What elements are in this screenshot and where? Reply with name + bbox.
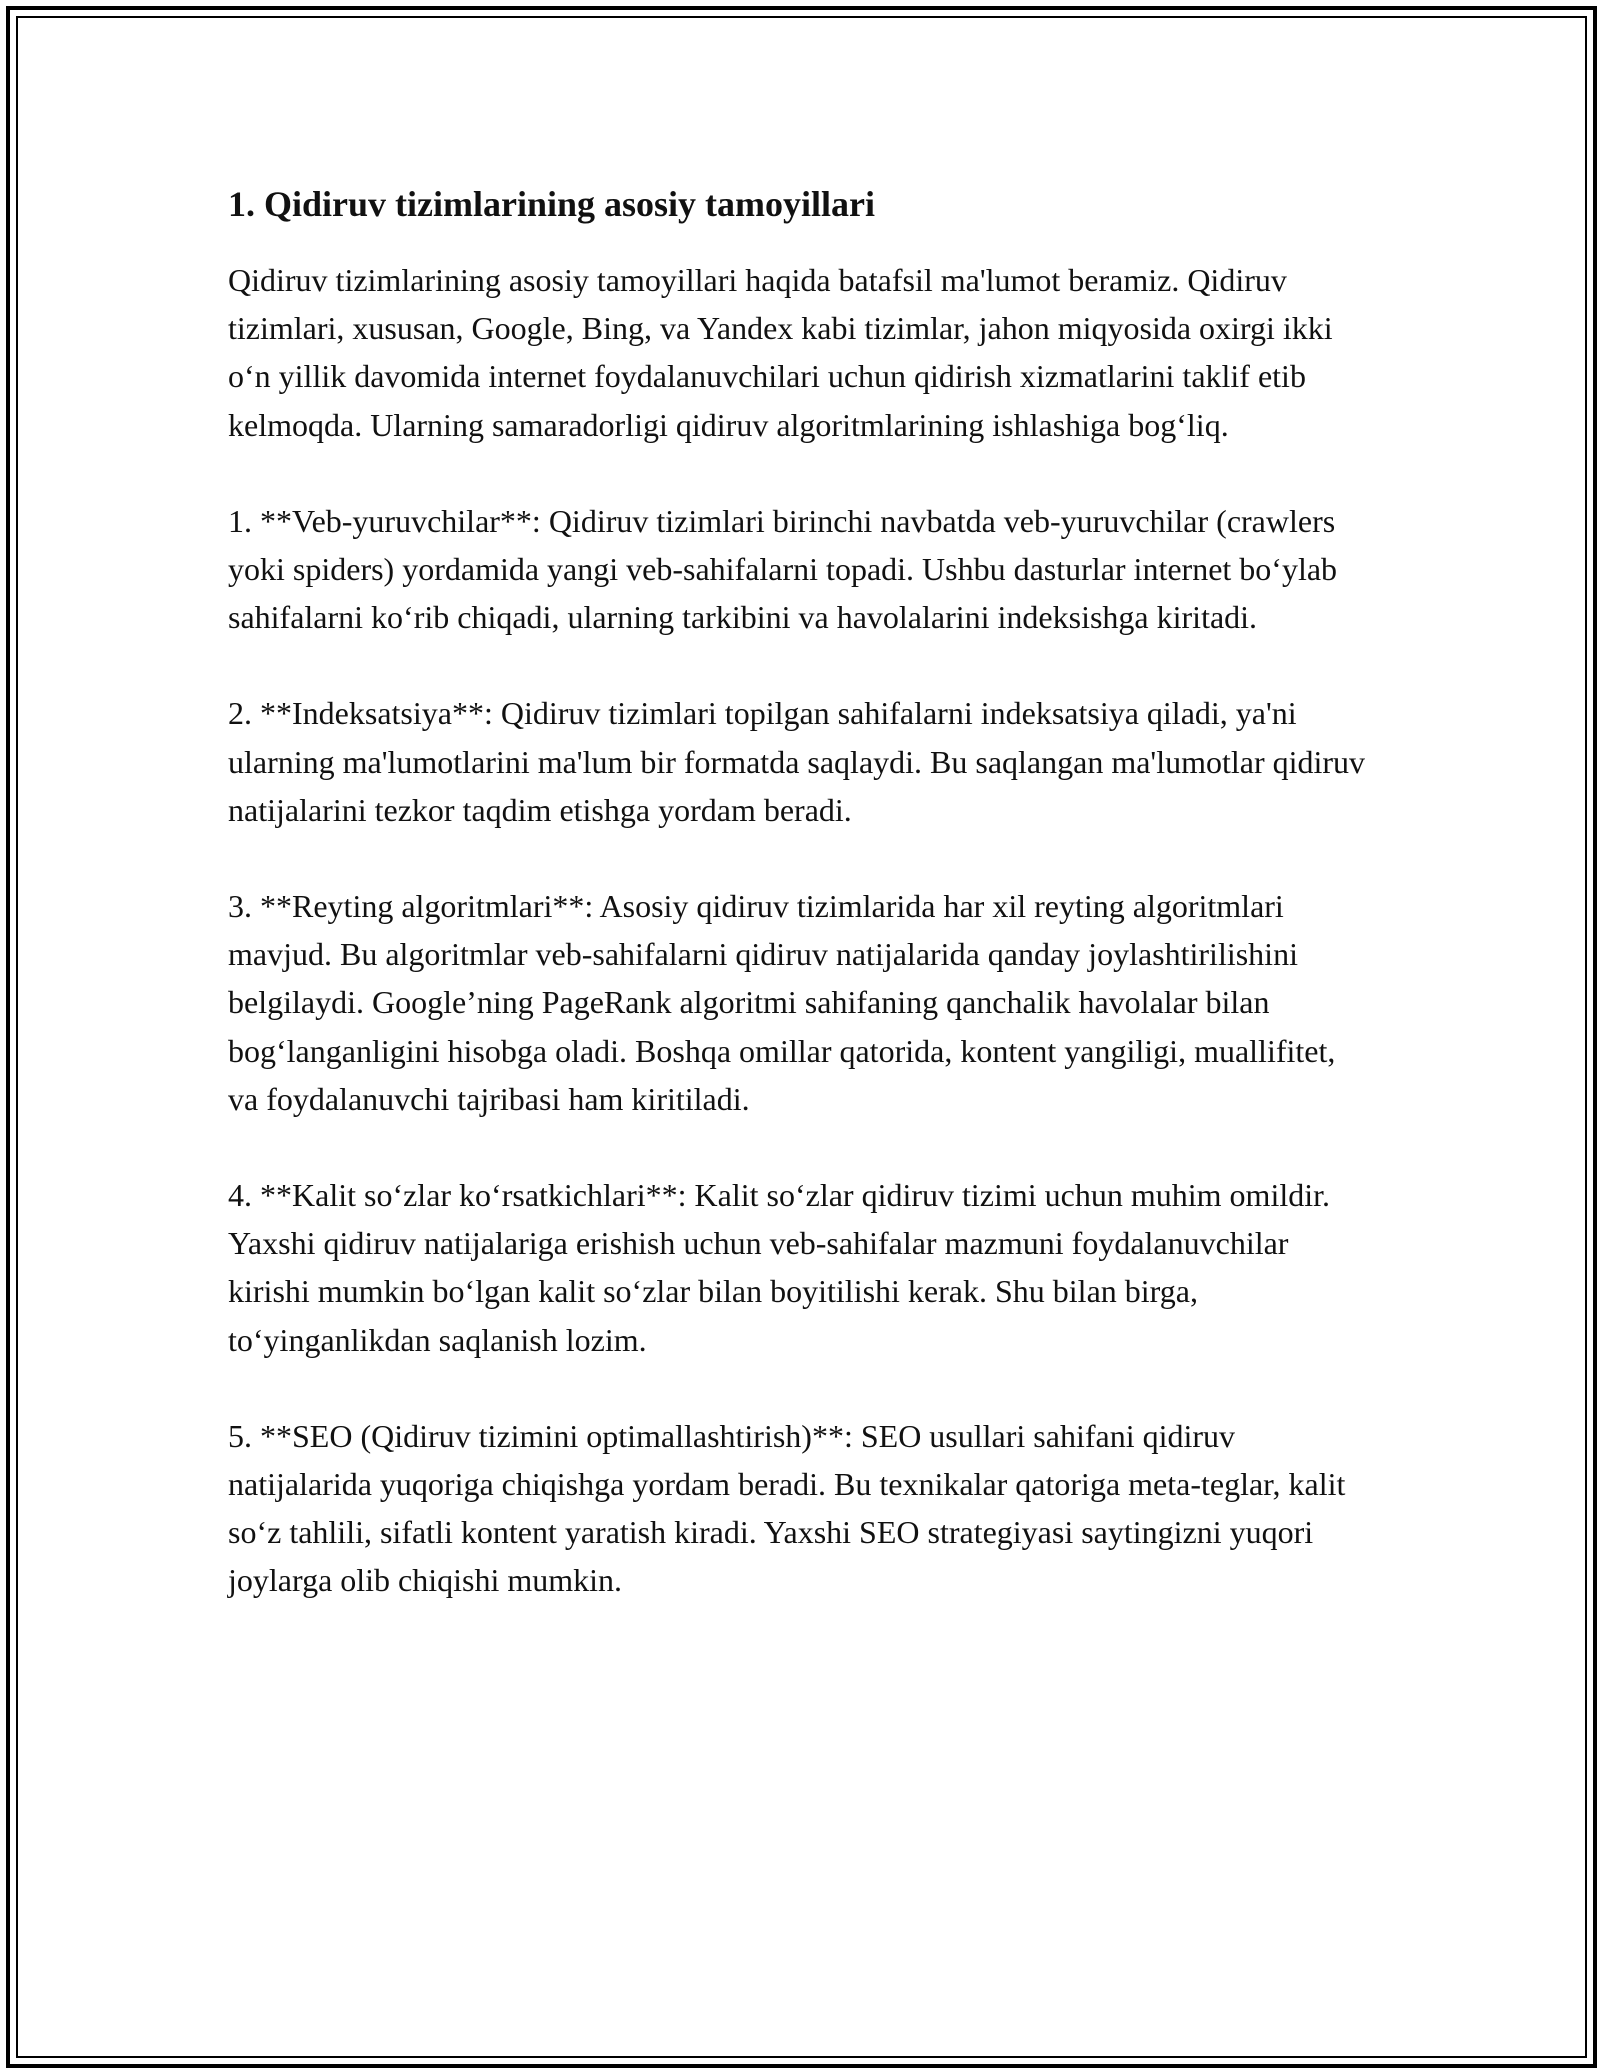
paragraph-indexing: 2. **Indeksatsiya**: Qidiruv tizimlari topilgan sahifalarni indeksatsiya qiladi, ya'ni ularning ma'lumotlarini ma'lum bir formatda saqlaydi. Bu saqlangan ma'lumotlar qidiruv natijalarini tezkor taqdim etishga yordam beradi. [228, 695, 1366, 828]
paragraph-keywords: 4. **Kalit so‘zlar ko‘rsatkichlari**: Kalit so‘zlar qidiruv tizimi uchun muhim omildir. Yaxshi qidiruv natijalariga erishish uchun veb-sahifalar mazmuni foydalanuvchilar kirishi mumkin bo‘lgan kalit so‘zlar bilan boyitilishi kerak. Shu bilan birga, to‘yinganlikdan saqlanish lozim. [228, 1177, 1330, 1358]
document-title: 1. Qidiruv tizimlarining asosiy tamoyillari [228, 184, 875, 224]
document-body [228, 180, 1368, 1653]
paragraph-seo: 5. **SEO (Qidiruv tizimini optimallashtirish)**: SEO usullari sahifani qidiruv natijalarida yuqoriga chiqishga yordam beradi. Bu texnikalar qatoriga meta-teglar, kalit so‘z tahlili, sifatli kontent yaratish kiradi. Yaxshi SEO strategiyasi saytingizni yuqori joylarga olib chiqishi mumkin. [228, 1417, 1346, 1599]
paragraph-web-crawlers: 1. **Veb-yuruvchilar**: Qidiruv tizimlari birinchi navbatda veb-yuruvchilar (crawlers yoki spiders) yordamida yangi veb-sahifalarni topadi. Ushbu dasturlar internet bo‘ylab sahifalarni ko‘rib chiqadi, ularning tarkibini va havolalarini indeksishga kiritadi. [228, 502, 1338, 636]
intro-paragraph: Qidiruv tizimlarining asosiy tamoyillari haqida batafsil ma'lumot beramiz. Qidiruv tizimlari, xususan, Google, Bing, va Yandex kabi tizimlar, jahon miqyosida oxirgi ikki o‘n yillik davomida internet foydalanuvchilari uchun qidirish xizmatlarini taklif etib kelmoqda. Ularning samaradorligi qidiruv algoritmlarining ishlashiga bog‘liq. [228, 262, 1333, 443]
paragraph-ranking-algorithms: 3. **Reyting algoritmlari**: Asosiy qidiruv tizimlarida har xil reyting algoritmlari mavjud. Bu algoritmlar veb-sahifalarni qidiruv natijalarida qanday joylashtirilishini belgilaydi. Google’ning PageRank algoritmi sahifaning qanchalik havolalar bilan bog‘langanligini hisobga oladi. Boshqa omillar qatorida, kontent yangiligi, muallifitet, va foydalanuvchi tajribasi ham kiritiladi. [228, 888, 1336, 1117]
